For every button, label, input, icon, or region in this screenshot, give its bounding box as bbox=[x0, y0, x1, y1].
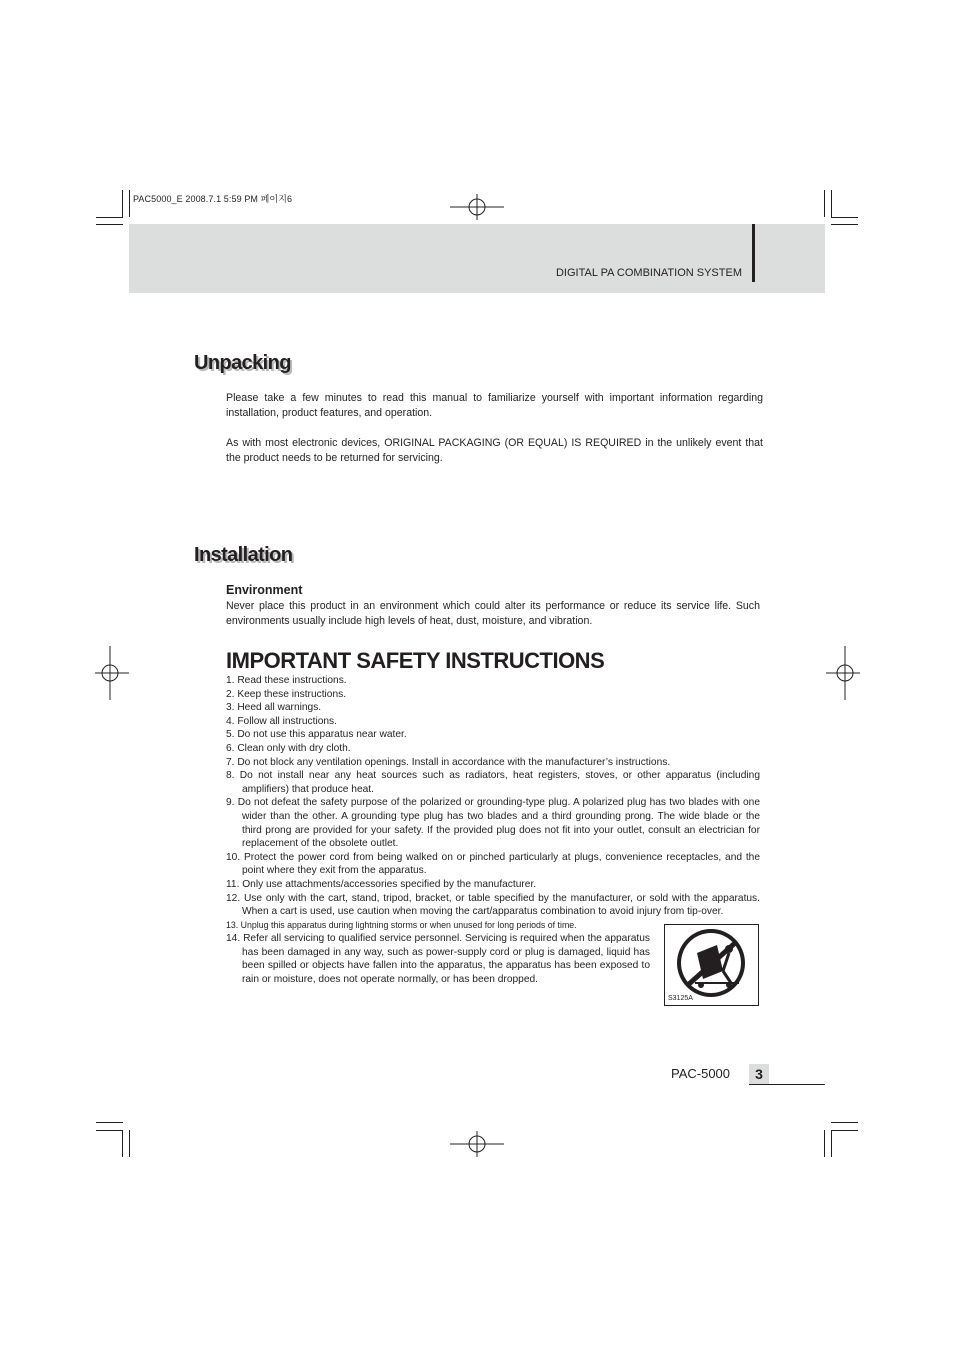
crop-mark bbox=[831, 1130, 858, 1131]
cart-warning-symbol bbox=[664, 924, 759, 1006]
list-item: 12. Use only with the cart, stand, tripod, bracket, or table specified by the manufacturer, or sold with the apparatus. When a cart is used, use caution when moving the cart/apparatus combination to avoid injury from tip-over. bbox=[226, 892, 760, 918]
crop-mark bbox=[824, 190, 825, 217]
header-title: DIGITAL PA COMBINATION SYSTEM bbox=[555, 267, 742, 279]
symbol-code: S3125A bbox=[668, 995, 693, 1002]
safety-title: IMPORTANT SAFETY INSTRUCTIONS bbox=[226, 648, 605, 673]
list-item: 8. Do not install near any heat sources such as radiators, heat registers, stoves, or other apparatus (including amplifiers) that produce heat. bbox=[226, 770, 760, 795]
header-bar bbox=[752, 224, 755, 282]
crop-mark bbox=[831, 1130, 832, 1157]
crop-mark bbox=[96, 1130, 123, 1131]
list-item: 13. Unplug this apparatus during lightning storms or when unused for long periods of time. bbox=[226, 919, 577, 930]
list-item: 6. Clean only with dry cloth. bbox=[226, 742, 351, 754]
crop-mark bbox=[831, 1122, 858, 1123]
list-item: 14. Refer all servicing to qualified service personnel. Servicing is required when the apparatus has been damaged in any way, such as power-supply cord or plug is damaged, liquid has been spilled or objects have fallen into the apparatus, the apparatus has been exposed to rain or moisture, does not operate normally, or has been dropped. bbox=[226, 933, 650, 986]
crop-mark bbox=[129, 1130, 130, 1157]
registration-mark-icon bbox=[95, 646, 129, 700]
list-item: 4. Follow all instructions. bbox=[226, 715, 337, 727]
unpacking-title: Unpacking bbox=[194, 352, 291, 374]
list-item: 7. Do not block any ventilation openings. Install in accordance with the manufacturer’s instructions. bbox=[226, 756, 671, 768]
environment-subheading: Environment bbox=[226, 583, 303, 597]
installation-title: Installation bbox=[194, 544, 293, 566]
header-band bbox=[129, 224, 825, 293]
crop-mark bbox=[96, 1122, 123, 1123]
page-number: 3 bbox=[749, 1064, 769, 1084]
list-item: 10. Protect the power cord from being walked on or pinched particularly at plugs, convenience receptacles, and the point where they exit from the apparatus. bbox=[226, 851, 760, 877]
crop-mark bbox=[824, 1130, 825, 1157]
crop-mark bbox=[122, 1130, 123, 1157]
print-slug: PAC5000_E 2008.7.1 5:59 PM 페이지6 bbox=[133, 194, 293, 204]
list-item: 9. Do not defeat the safety purpose of the polarized or grounding-type plug. A polarized plug has two blades with one wider than the other. A grounding type plug has two blades and a third grounding prong. The wide blade or the third prong are provided for your safety. If the provided plug does not fit into your outlet, consult an electrician for replacement of the obsolete outlet. bbox=[226, 797, 760, 850]
list-item: 11. Only use attachments/accessories specified by the manufacturer. bbox=[226, 878, 537, 890]
list-item: 3. Heed all warnings. bbox=[226, 702, 322, 714]
unpacking-paragraph: Please take a few minutes to read this manual to familiarize yourself with important information regarding installation, product features, and operation. bbox=[226, 392, 763, 419]
registration-mark-icon bbox=[450, 1117, 504, 1171]
unpacking-paragraph: As with most electronic devices, ORIGINAL PACKAGING (OR EQUAL) IS REQUIRED in the unlikely event that the product needs to be returned for servicing. bbox=[226, 437, 763, 464]
crop-mark bbox=[831, 190, 832, 217]
footer-model: PAC-5000 bbox=[671, 1066, 731, 1081]
cart-tip-over-warning-icon bbox=[665, 925, 758, 1005]
crop-mark bbox=[96, 217, 123, 218]
list-item: 5. Do not use this apparatus near water. bbox=[226, 729, 407, 741]
crop-mark bbox=[122, 190, 123, 217]
crop-mark bbox=[129, 190, 130, 217]
registration-mark-icon bbox=[826, 646, 860, 700]
crop-mark bbox=[831, 224, 858, 225]
environment-text: Never place this product in an environment which could alter its performance or reduce its service life. Such environments usually include high levels of heat, dust, moisture, and vibration. bbox=[226, 600, 760, 627]
crop-mark bbox=[96, 224, 123, 225]
list-item: 1. Read these instructions. bbox=[226, 675, 347, 686]
footer-rule bbox=[749, 1084, 825, 1085]
list-item: 2. Keep these instructions. bbox=[226, 688, 347, 700]
crop-mark bbox=[831, 217, 858, 218]
